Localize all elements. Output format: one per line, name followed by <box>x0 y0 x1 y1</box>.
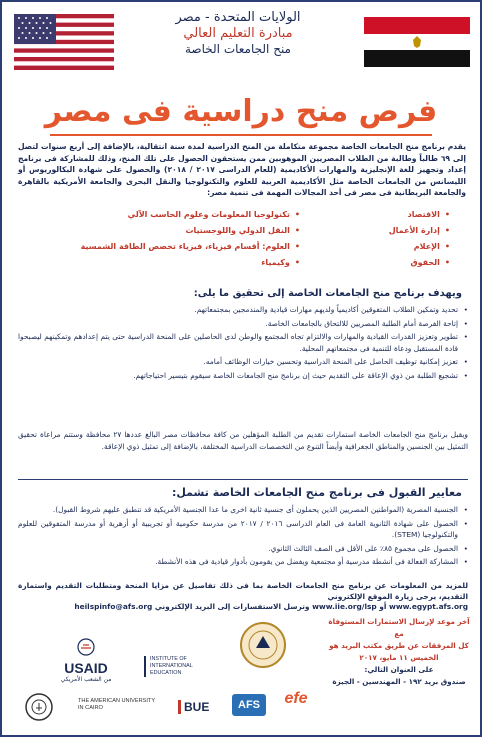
list-item: • إتاحة الفرصة أمام الطلبة المصريين للالتحاق بالجامعات الخاصة. <box>18 318 468 330</box>
page-title: فرص منح دراسية فى مصر <box>44 94 438 129</box>
criteria-list <box>18 504 468 570</box>
list-item: • الجنسية المصرية (المواطنين المصريين الذين يحملون أى جنسية ثانية اخرى ما عدا الجنسية الأمريكية قد تنطبق عليهم شروط القبول). <box>18 504 468 516</box>
deadline-line-2: كل المرفقات عن طريق مكتب البريد هو <box>329 641 469 650</box>
list-item: • الحصول على مجموع ٨٥٪ على الأقل فى الصف الثالث الثانوي. <box>18 543 468 555</box>
study-fields <box>32 207 450 271</box>
fields-column-b <box>70 207 300 271</box>
bue-wordmark: BUE <box>178 700 214 714</box>
list-item: • تشجيع الطلبة من ذوي الإعاقة على التقديم حيث إن برنامج منح الجامعات الخاصة سيقوم بتيسير احتياجاتهم. <box>18 370 468 382</box>
iie-logo <box>144 656 218 677</box>
aims-list <box>18 304 468 384</box>
list-item: • المشاركة الفعالة فى أنشطة مدرسية أو مجتمعية ويفضل من يقومون بأدوار قيادية فى هذه الأنشطة. <box>18 556 468 568</box>
header-line-3: منح الجامعات الخاصة <box>184 42 291 56</box>
more-info-text: للمزيد من المعلومات عن برنامج منح الجامعات الخاصة بما فى ذلك تفاصيل عن مزايا المنحة ومتطلبات التقديم واستمارة التقديم، يرجى زيارة الموقع الإلكتروني <box>18 581 468 602</box>
afs-logo <box>232 694 266 716</box>
list-item: • تعزيز إمكانية توظيف الحاصل على المنحة الدراسية وتحسين خيارات الوظائف أمامه. <box>18 356 468 368</box>
auc-logo <box>66 698 156 712</box>
eligibility-paragraph: ويقبل برنامج منح الجامعات الخاصة استمارات تقديم من الطلبة المؤهلين من كافة محافظات مصر البالغ عددها ٢٧ محافظة وستتم مراعاة تحقيق التمثيل بين الجنسين والمناطق الجغرافية وأيضاً التنوع من التخصصات الدراسية المختلفة، بالإضافة إلى تمثيل ذوي الإعاقة. <box>18 430 468 451</box>
field-item: • تكنولوجيا المعلومات وعلوم الحاسب الآلي <box>70 207 300 223</box>
field-item: • إدارة الأعمال <box>350 223 450 239</box>
usaid-logo <box>50 638 122 683</box>
partner-logos <box>10 614 320 732</box>
email-link[interactable]: heilspinfo@afs.org <box>74 602 153 611</box>
header-titles <box>122 10 354 56</box>
contact-line <box>16 602 468 611</box>
deadline-address: صندوق بريد ١٩٢ - المهندسين - الجيزة <box>332 677 466 686</box>
egypt-flag-icon <box>364 17 470 67</box>
aims-heading: ويهدف برنامج منح الجامعات الخاصة إلى تحقيق ما يلى: <box>193 288 462 299</box>
contact-text: وترسل الاستفسارات إلى البريد الإلكتروني <box>154 602 310 611</box>
website-link-afs[interactable]: www.egypt.afs.org <box>389 602 468 611</box>
header-line-1: الولايات المتحدة - مصر <box>175 10 301 25</box>
deadline-line-1: آخر موعد لإرسال الاستمارات المستوفاة مع <box>328 617 470 638</box>
field-item: • الإعلام <box>350 239 450 255</box>
section-divider <box>18 479 468 480</box>
field-item: • وكيمياء <box>70 255 300 271</box>
efe-wordmark: efe <box>284 690 308 707</box>
list-item: • الحصول على شهادة الثانوية العامة فى العام الدراسى ٢٠١٦ / ٢٠١٧ من مدرسة حكومية أو تجريبية أو أزهرية أو مدرسة المتفوقين للعلوم والتكنولوجيا (STEM). <box>18 518 468 541</box>
usaid-tagline: من الشعب الأمريكي <box>60 676 112 683</box>
deadline-date: الخميس ١١ مايو، ٢٠١٧ <box>359 653 439 662</box>
usaid-wordmark: USAID <box>64 660 108 676</box>
header-line-2: مبادرة التعليم العالي <box>183 26 293 41</box>
list-item: • تطوير وتعزيز القدرات القيادية والمهارات والالتزام تجاه المجتمع والوطن لدى الحاصلين على المنحة الدراسية حتى يتم إعدادهم وتمكينهم ليصبحوا قادة المستقبل ودعاة للتنمية فى مجتمعاتهم المحلية. <box>18 331 468 354</box>
deadline-address-label: على العنوان التالي: <box>364 665 434 674</box>
field-item: • النقل الدولي واللوجستيات <box>70 223 300 239</box>
ministry-seal-icon <box>24 692 54 722</box>
field-item: • العلوم: أقسام فيزياء، فيزياء تخصص الطاقة الشمسية <box>70 239 300 255</box>
auc-wordmark: THE AMERICAN UNIVERSITY IN CAIRO <box>78 698 155 711</box>
header <box>2 2 480 96</box>
intro-paragraph: يقدم برنامج منح الجامعات الخاصة مجموعة متكاملة من المنح الدراسية لمدة سنة انتقالية، بالإضافة إلى أربع سنوات لتصل إلى ٦٩ طالباً وطالبة من الطلاب المصريين الموهوبين ممن يستحقون الحصول على تلك المنح، وذلك للمشاركة فى برنامج إعداد وتجهيز للغة الإنجليزية والمهارات الأكاديمية (للعام الدراسى ٢٠١٧ / ٢٠١٨) والحصول على شهادة البكالوريوس أو الليسانس من الجامعات الخاصة مثل الأكاديمية العربية للعلوم والتكنولوجيا والنقل البحرى والجامعة الأمريكية بالقاهرة والجامعة البريطانية فى مصر فى أحد المجالات المهمة فى تنمية مصر: <box>18 142 466 197</box>
field-item: • الحقوق <box>350 255 450 271</box>
title-divider <box>50 134 432 136</box>
fields-column-a <box>350 207 450 271</box>
deadline-box <box>324 616 474 718</box>
contact-separator: أو <box>379 602 387 611</box>
afs-wordmark: AFS <box>238 699 260 711</box>
academy-seal-icon <box>238 618 288 672</box>
usaid-seal-icon <box>76 638 96 656</box>
us-flag-icon <box>14 14 114 70</box>
field-item: • الاقتصاد <box>350 207 450 223</box>
website-link-iie[interactable]: www.iie.org/lsp <box>312 602 377 611</box>
iie-wordmark: INSTITUTE OF INTERNATIONAL EDUCATION <box>150 656 193 676</box>
list-item: • تحديد وتمكين الطلاب المتفوقين أكاديمياً ولديهم مهارات قيادية والمندمجين بمجتمعاتهم. <box>18 304 468 316</box>
bue-logo <box>178 700 214 714</box>
efe-logo <box>278 690 314 708</box>
criteria-heading: معايير القبول فى برنامج منح الجامعات الخاصة تشمل: <box>171 486 462 499</box>
